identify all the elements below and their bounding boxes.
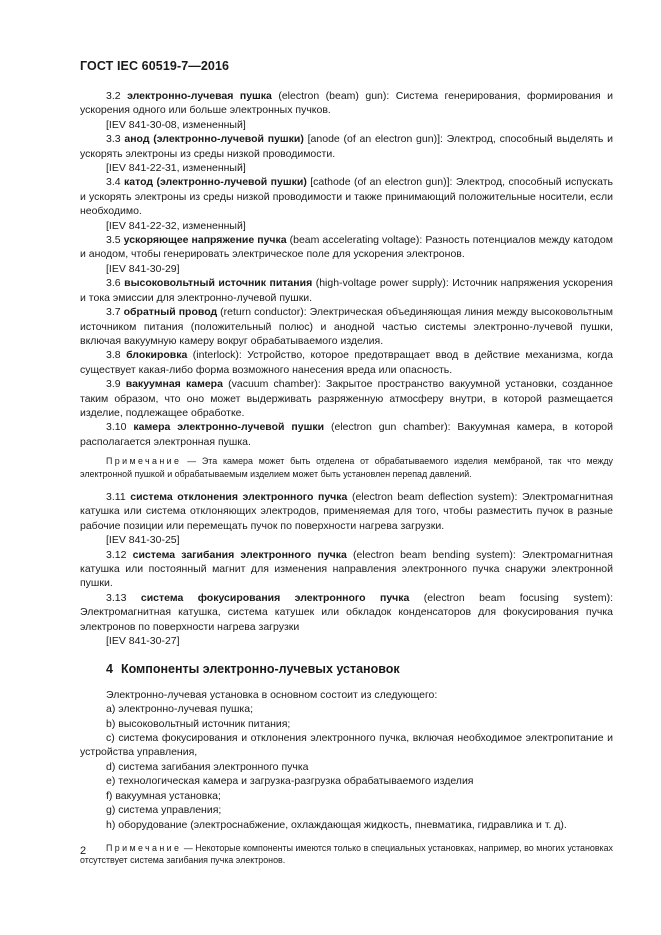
definition-body: (electron (beam) gun): Система генерирования, формирования и ускорения одного или больше электронных пучков. xyxy=(80,90,614,117)
definition-body: (interlock): Устройство, которое предотвращает ввод в действие механизма, когда существует какая-либо форма возможного нанесения вреда или опасность. xyxy=(80,349,613,376)
definition-term: камера электронно-лучевой пушки xyxy=(133,421,325,434)
definition-number: 3.11 xyxy=(106,490,126,503)
list-item: e) технологическая камера и загрузка-разгрузка обрабатываемого изделия xyxy=(106,775,474,788)
section-number: 4 xyxy=(106,662,113,677)
note-text: — Эта камера может быть отделена от обрабатываемого изделия мембраной, так что между электронной пушкой и обрабатываемым изделием может быть установлен перепад давлений. xyxy=(80,456,613,479)
definition-entry xyxy=(80,591,613,634)
definition-term: катод (электронно-лучевой пушки) xyxy=(124,176,307,189)
components-list xyxy=(80,702,613,832)
definition-entry xyxy=(80,305,613,348)
definition-term: система отклонения электронного пучка xyxy=(130,490,348,503)
section-heading xyxy=(80,662,613,676)
iev-reference: [IEV 841-30-08, измененный] xyxy=(106,118,246,131)
definition-entry xyxy=(80,490,613,533)
note-label: Примечание xyxy=(106,842,182,853)
list-item: h) оборудование (электроснабжение, охлаждающая жидкость, пневматика, гидравлика и т. д). xyxy=(106,818,567,831)
iev-reference: [IEV 841-30-25] xyxy=(106,534,180,547)
iev-reference: [IEV 841-22-31, измененный] xyxy=(106,162,246,175)
definition-number: 3.9 xyxy=(106,378,121,391)
definition-number: 3.2 xyxy=(106,90,121,102)
definition-entry xyxy=(80,233,613,262)
definition-body: [anode (of an electron gun)]: Электрод, способный выделять и ускорять электроны из среды низкой проводимости. xyxy=(80,133,614,160)
definition-term: система загибания электронного пучка xyxy=(132,548,347,561)
definition-body: (return conductor): Электрическая объединяющая линия между высоковольтным источником питания (положительный полюс) и анодной частью системы электронно-лучевой пушки, включая вакуумную камеру вокруг обрабатываемого изделия. xyxy=(80,306,614,347)
definition-number: 3.4 xyxy=(106,176,121,189)
definition-entry xyxy=(80,548,613,591)
definition-number: 3.8 xyxy=(106,349,121,362)
content xyxy=(80,89,613,867)
section-title: Компоненты электронно-лучевых установок xyxy=(120,662,400,677)
definition-body: [cathode (of an electron gun)]: Электрод, способный испускать и ускорять электроны из среды низкой проводимости и также принимающий положительные носители, если необходимо. xyxy=(80,176,613,218)
definition-number: 3.12 xyxy=(106,548,127,561)
definition-term: обратный провод xyxy=(123,306,218,319)
definition-number: 3.5 xyxy=(106,234,121,247)
page-number: 2 xyxy=(80,845,87,857)
list-item: a) электронно-лучевая пушка; xyxy=(106,703,254,716)
iev-reference: [IEV 841-30-27] xyxy=(106,635,180,648)
definition-term: вакуумная камера xyxy=(125,378,223,391)
definition-entry xyxy=(80,377,613,420)
iev-reference: [IEV 841-22-32, измененный] xyxy=(106,219,246,232)
list-item: f) вакуумная установка; xyxy=(106,789,221,802)
definition-body: (electron beam deflection system): Электромагнитная катушка или система отклоняющих электродов, применяемая для того, чтобы разместить пучок в разные рабочие позиции или перемещать пучок по поверхности нагрева загрузки. xyxy=(80,490,614,532)
definition-number: 3.13 xyxy=(106,591,127,604)
definition-body: (electron gun chamber): Вакуумная камера, в которой располагается электронная пушка. xyxy=(80,421,613,448)
section-intro: Электронно-лучевая установка в основном состоит из следующего: xyxy=(106,688,438,701)
list-item: d) система загибания электронного пучка xyxy=(106,760,309,773)
note-text: — Некоторые компоненты имеются только в специальных установках, например, во многих установках отсутствует система загибания пучка электронов. xyxy=(80,842,613,866)
definition-body: (vacuum chamber): Закрытое пространство вакуумной установки, созданное таким образом, что оно может выдерживать разряженную атмосферу внутри, в которой размещается изделие, подлежащее обработке. xyxy=(80,378,613,419)
document-header: ГОСТ IEC 60519-7—2016 xyxy=(80,59,230,73)
definition-entry xyxy=(80,132,613,161)
definitions-list-2 xyxy=(80,490,613,648)
definition-number: 3.6 xyxy=(106,277,121,290)
list-item: g) система управления; xyxy=(106,804,222,817)
note-vacuum-chamber xyxy=(80,455,613,480)
definition-entry xyxy=(80,276,613,305)
list-item: b) высоковольтный источник питания; xyxy=(106,717,291,730)
definition-body: (electron beam bending system): Электромагнитная катушка или постоянный магнит для изменения направления электронного пучка снаружи электронной пушки. xyxy=(80,548,613,590)
definition-term: электронно-лучевая пушка xyxy=(127,90,272,102)
definitions-list xyxy=(80,89,613,449)
definition-term: система фокусирования электронного пучка xyxy=(140,591,410,604)
definition-term: высоковольтный источник питания xyxy=(124,277,313,290)
definition-term: ускоряющее напряжение пучка xyxy=(123,234,287,247)
definition-entry xyxy=(80,175,613,218)
definition-term: анод (электронно-лучевой пушки) xyxy=(124,133,304,146)
list-item: c) система фокусирования и отклонения электронного пучка, включая необходимое электропитание и устройства управления, xyxy=(80,732,613,759)
definition-term: блокировка xyxy=(126,349,188,362)
definition-number: 3.10 xyxy=(106,421,127,434)
definition-body: (high-voltage power supply): Источник напряжения ускорения и тока эмиссии для электронно-лучевой пушки. xyxy=(80,277,613,304)
definition-entry xyxy=(80,420,613,449)
iev-reference: [IEV 841-30-29] xyxy=(106,262,180,275)
definition-entry xyxy=(80,348,613,377)
note-label: Примечание xyxy=(106,456,182,467)
definition-number: 3.7 xyxy=(106,306,121,319)
definition-entry xyxy=(80,89,613,118)
note-components xyxy=(80,842,613,867)
definition-number: 3.3 xyxy=(106,133,121,146)
definition-body: (beam accelerating voltage): Разность потенциалов между катодом и анодом, чтобы генерировать электрическое поле для ускорения электронов. xyxy=(80,234,613,261)
definition-body: (electron beam focusing system): Электромагнитная катушка, система катушек или обкладок конденсаторов для фокусирования пучка электронов по поверхности нагрева загрузки xyxy=(80,591,613,633)
